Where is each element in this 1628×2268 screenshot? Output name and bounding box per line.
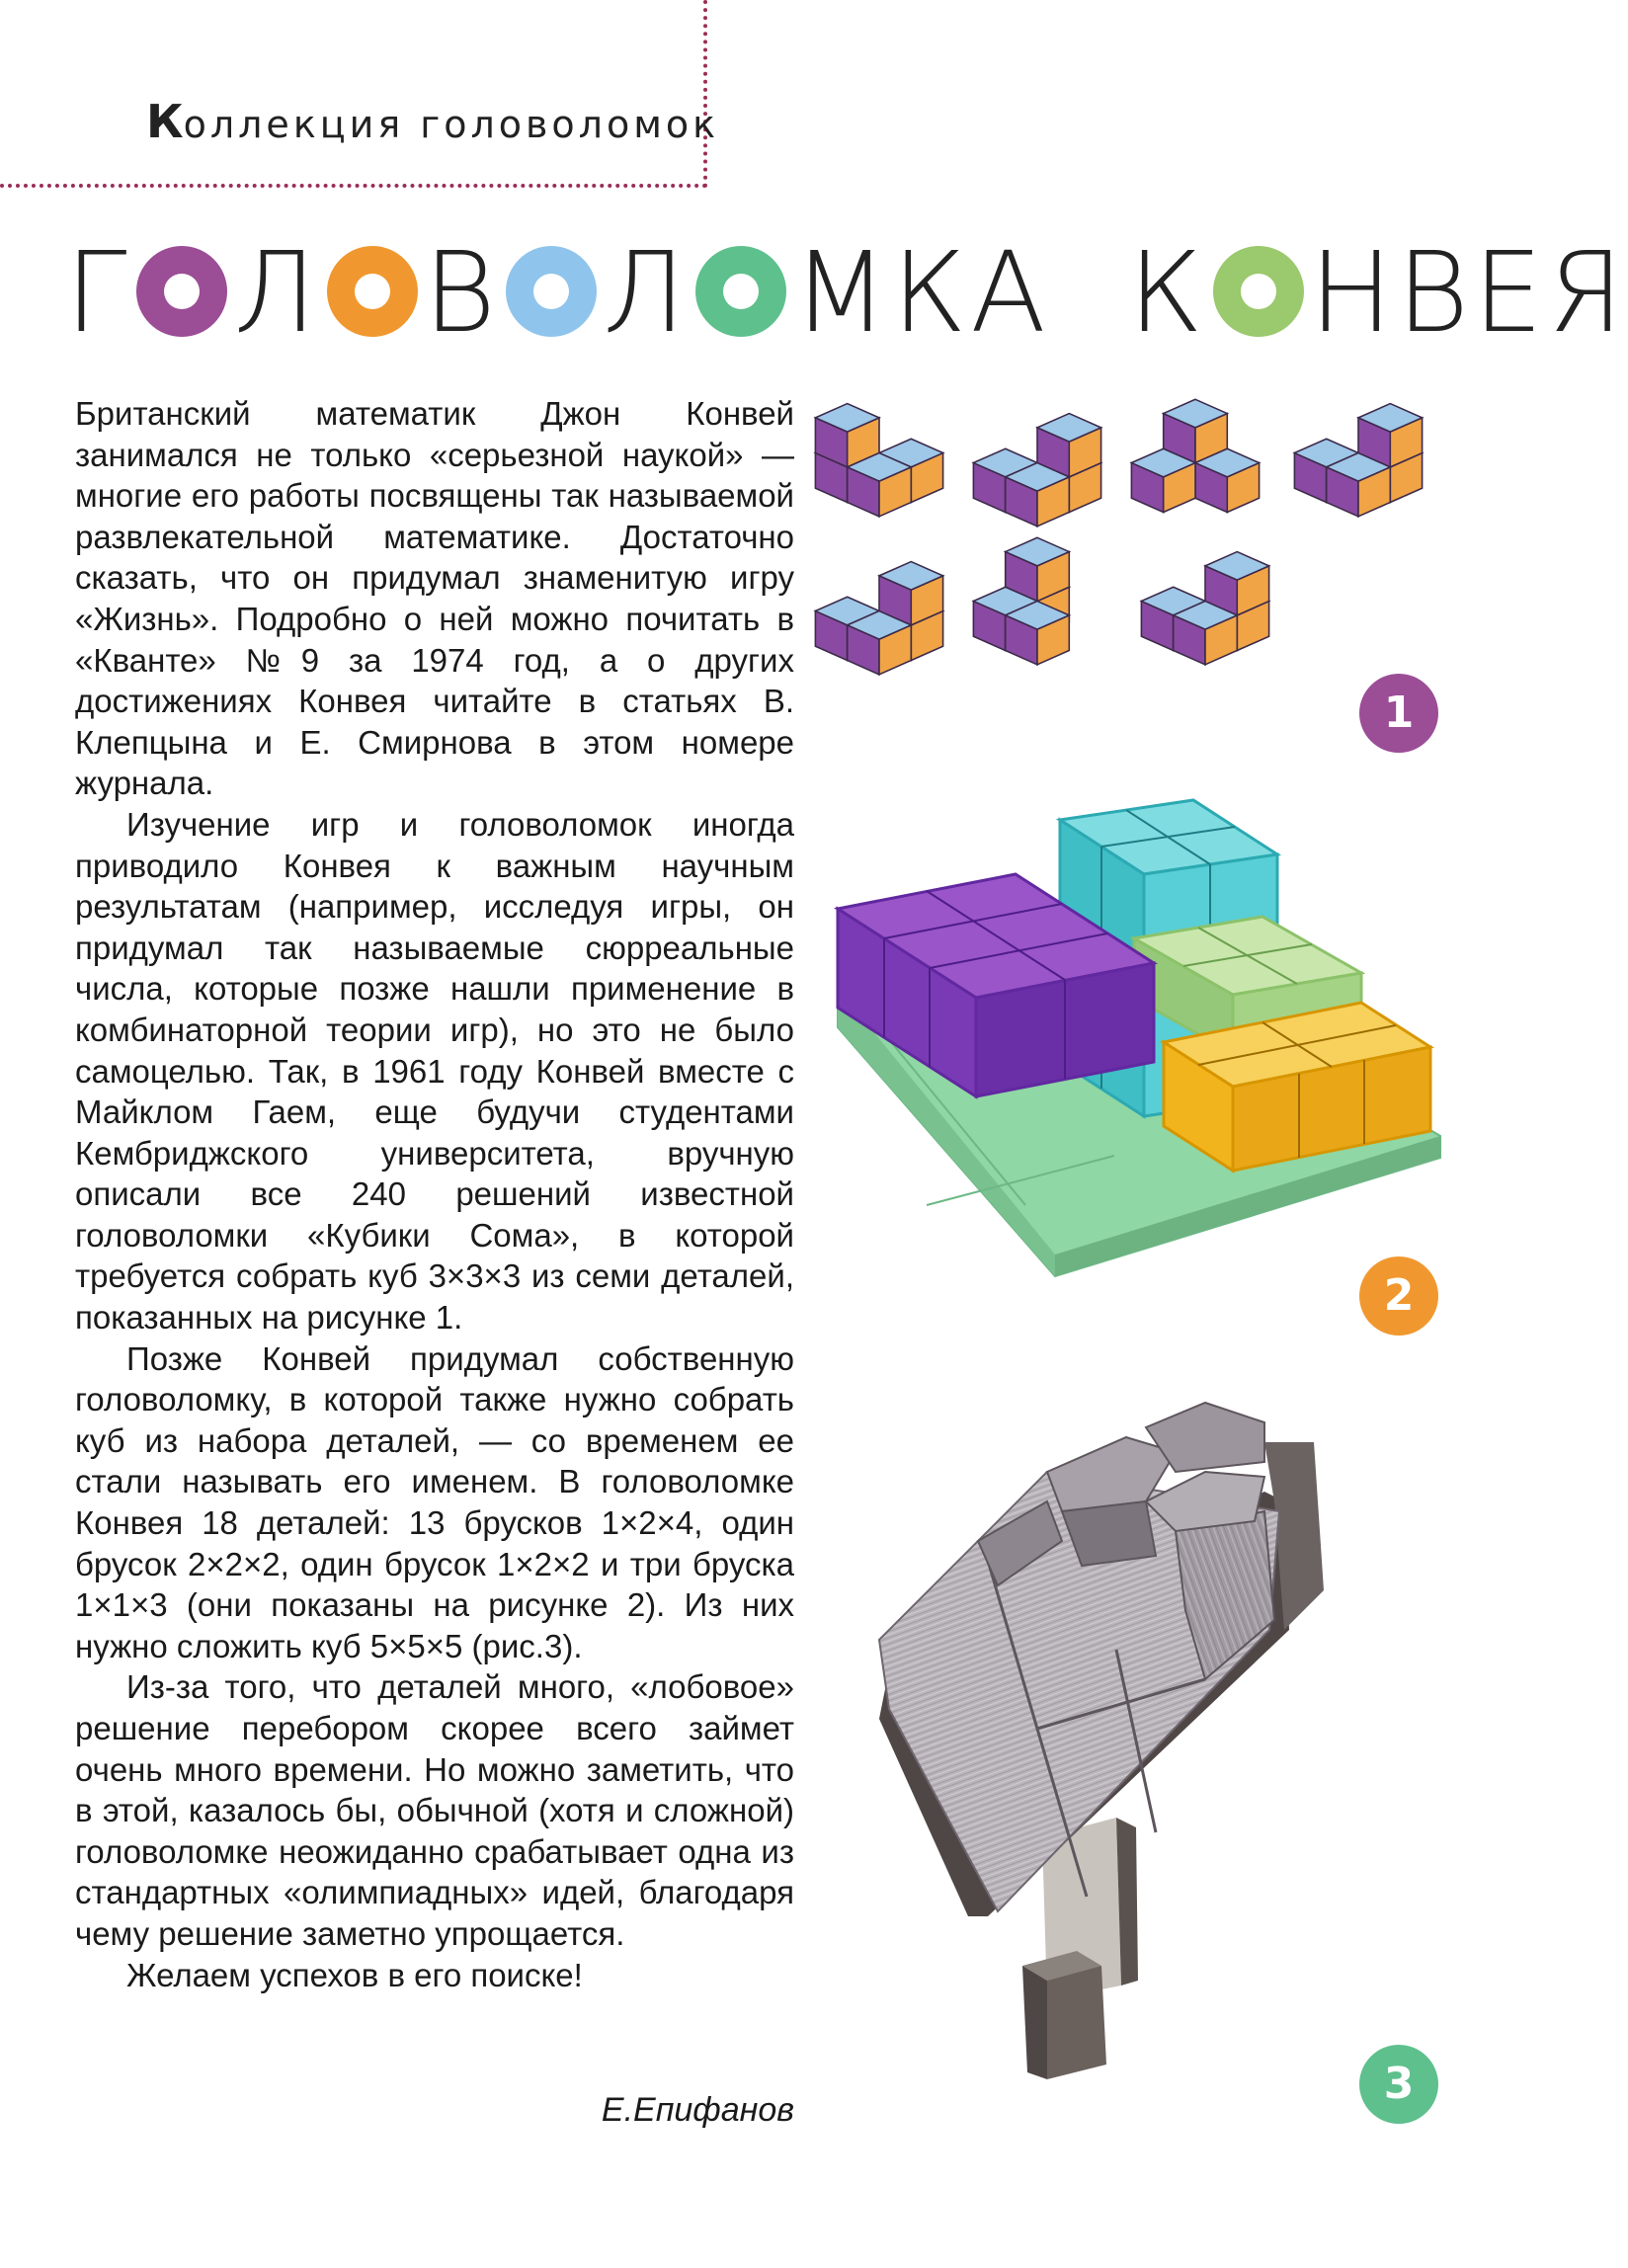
title-ring-o bbox=[136, 246, 227, 337]
section-title: Коллекция головоломок bbox=[146, 95, 720, 148]
figure-3-wooden-cube bbox=[850, 1383, 1343, 2094]
paragraph-2: Изучение игр и головоломок иногда приводило Конвея к важным научным результатам (например, исследуя игры, он придумал так называемые сюрреальные числа, которые позже нашли применение в комбинаторной теории игр), но это не было самоцелью. Так, в 1961 году Конвей вместе с Майклом Гаем, еще будучи студентами Кембриджского университета, вручную описали все 240 решений известной головоломки «Кубики Сома», в которой требуется собрать куб 3×3×3 из семи деталей, показанных на рисунке 1. bbox=[75, 805, 794, 1336]
header-dotted-divider bbox=[703, 0, 707, 188]
figure-1-badge: 1 bbox=[1359, 674, 1438, 753]
title-part: Л bbox=[233, 229, 321, 358]
title-ring-o bbox=[1213, 246, 1304, 337]
title-part: НВЕЯ bbox=[1309, 229, 1628, 358]
title-ring-o bbox=[506, 246, 597, 337]
paragraph-3: Позже Конвей придумал собственную головоломку, в которой также нужно собрать куб из набора деталей, — со временем ее стали называть его именем. В головоломке Конвея 18 деталей: 13 брусков 1×2×4, один брусок 2×2×2, один брусок 1×2×2 и три бруска 1×1×3 (они показаны на рисунке 2). Из них нужно сложить куб 5×5×5 (рис.3). bbox=[75, 1339, 794, 1664]
title-ring-o bbox=[695, 246, 786, 337]
title-part: Г bbox=[65, 229, 131, 358]
paragraph-4: Из-за того, что деталей много, «лобовое» решение перебором скорее всего займет очень много времени. Но можно заметить, что в этой, казалось бы, обычной (хотя и сложной) головоломке неожиданно срабатывает одна из стандартных «олимпиадных» идей, благодаря чему решение заметно упрощается. bbox=[75, 1668, 794, 1952]
figure-2-conway-pieces bbox=[828, 790, 1460, 1284]
paragraph-5: Желаем успехов в его поиске! bbox=[126, 1956, 583, 1993]
title-ring-o bbox=[327, 246, 418, 337]
author-signature: Е.Епифанов bbox=[601, 2091, 794, 2129]
article-body bbox=[75, 393, 794, 1995]
title-part: В bbox=[423, 229, 500, 358]
paragraph-1: Британский математик Джон Конвей занимался не только «серьезной наукой» — многие его работы посвящены так называемой развлекательной математике. Достаточно сказать, что он придумал знаменитую игру «Жизнь». Подробно о ней можно почитать в «Кванте» №9 за 1974 год, а о других достижениях Конвея читайте в статьях В. Клепцына и Е. Смирнова в этом номере журнала. bbox=[75, 395, 794, 802]
title-part: МКА К bbox=[792, 229, 1207, 358]
header-dotted-rule bbox=[0, 184, 707, 188]
figure-3-badge: 3 bbox=[1359, 2045, 1438, 2124]
figure-2-badge: 2 bbox=[1359, 1256, 1438, 1336]
figure-1-soma-pieces bbox=[820, 375, 1511, 711]
article-title bbox=[65, 219, 1628, 367]
title-part: Л bbox=[602, 229, 691, 358]
